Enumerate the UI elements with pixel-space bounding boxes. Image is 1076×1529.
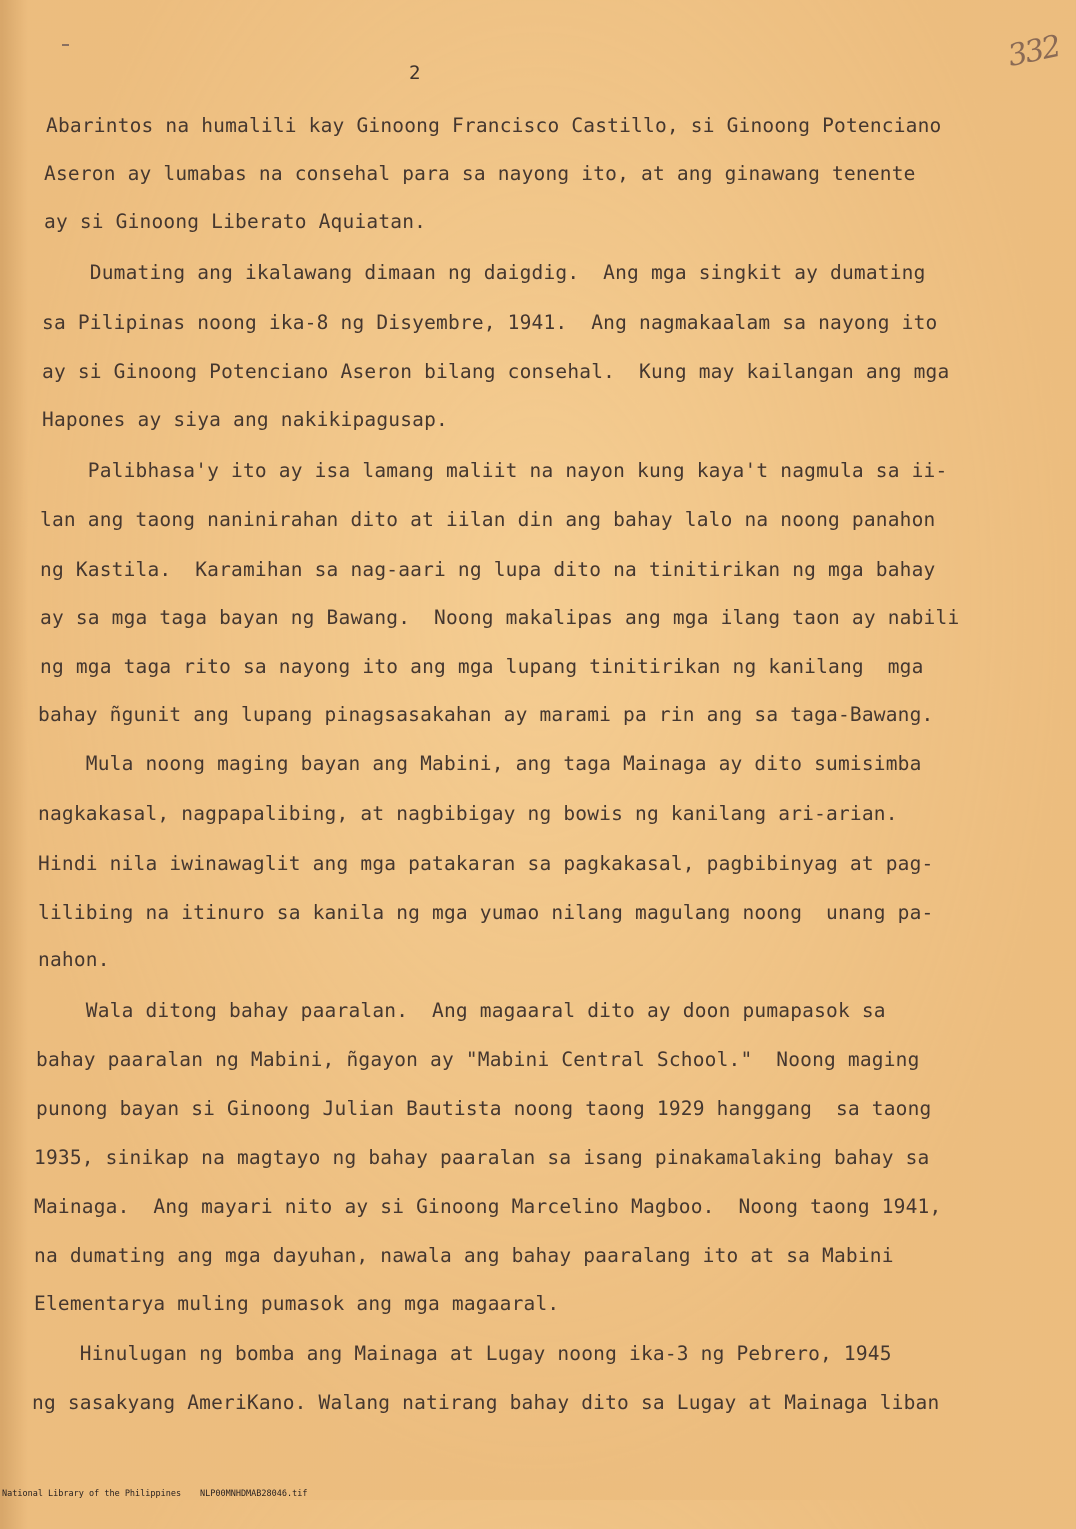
text-line: nahon. xyxy=(38,948,110,971)
footer-filename: NLP00MNHDMAB28046.tif xyxy=(200,1489,308,1499)
text-line: bahay ñgunit ang lupang pinagsasakahan ay marami pa rin ang sa taga-Bawang. xyxy=(38,703,934,726)
text-line: Aseron ay lumabas na consehal para sa nayong ito, at ang ginawang tenente xyxy=(44,162,916,185)
text-line: Dumating ang ikalawang dimaan ng daigdig. Ang mga singkit ay dumating xyxy=(42,261,926,284)
text-line: ng Kastila. Karamihan sa nag-aari ng lupa dito na tinitirikan ng mga bahay xyxy=(40,558,936,581)
text-line: Hinulugan ng bomba ang Mainaga at Lugay noong ika-3 ng Pebrero, 1945 xyxy=(32,1342,892,1365)
text-line: ay si Ginoong Liberato Aquiatan. xyxy=(44,210,427,233)
text-line: Abarintos na humalili kay Ginoong Francisco Castillo, si Ginoong Potenciano xyxy=(46,114,942,137)
archive-number: 332 xyxy=(1004,29,1063,74)
text-line: Mainaga. Ang mayari nito ay si Ginoong Marcelino Magboo. Noong taong 1941, xyxy=(34,1195,942,1218)
text-line: ay sa mga taga bayan ng Bawang. Noong makalipas ang mga ilang taon ay nabili xyxy=(40,606,960,629)
corner-mark xyxy=(62,44,69,46)
text-line: ng sasakyang AmeriKano. Walang natirang bahay dito sa Lugay at Mainaga liban xyxy=(32,1391,940,1414)
text-line: punong bayan si Ginoong Julian Bautista noong taong 1929 hanggang sa taong xyxy=(36,1097,932,1120)
text-line: lilibing na itinuro sa kanila ng mga yumao nilang magulang noong unang pa- xyxy=(38,901,934,924)
text-line: bahay paaralan ng Mabini, ñgayon ay "Mabini Central School." Noong maging xyxy=(36,1048,920,1071)
scan-footer xyxy=(0,1489,1076,1500)
text-line: sa Pilipinas noong ika-8 ng Disyembre, 1941. Ang nagmakaalam sa nayong ito xyxy=(42,311,938,334)
text-line: ng mga taga rito sa nayong ito ang mga lupang tinitirikan ng kanilang mga xyxy=(40,655,924,678)
text-line: nagkakasal, nagpapalibing, at nagbibigay ng bowis ng kanilang ari-arian. xyxy=(38,802,898,825)
text-line: Hapones ay siya ang nakikipagusap. xyxy=(42,408,448,431)
text-line: lan ang taong naninirahan dito at iilan din ang bahay lalo na noong panahon xyxy=(40,508,936,531)
text-line: 1935, sinikap na magtayo ng bahay paaralan sa isang pinakamalaking bahay sa xyxy=(34,1146,930,1169)
text-line: Elementarya muling pumasok ang mga magaaral. xyxy=(34,1292,560,1315)
text-line: Hindi nila iwinawaglit ang mga patakaran sa pagkakasal, pagbibinyag at pag- xyxy=(38,852,934,875)
footer-library: National Library of the Philippines xyxy=(2,1489,182,1499)
text-line: ay si Ginoong Potenciano Aseron bilang consehal. Kung may kailangan ang mga xyxy=(42,360,950,383)
text-line: Mula noong maging bayan ang Mabini, ang taga Mainaga ay dito sumisimba xyxy=(38,752,922,775)
text-line: Wala ditong bahay paaralan. Ang magaaral dito ay doon pumapasok sa xyxy=(38,999,886,1022)
text-line: Palibhasa'y ito ay isa lamang maliit na nayon kung kaya't nagmula sa ii- xyxy=(40,459,948,482)
page-number: 2 xyxy=(409,62,421,84)
text-line: na dumating ang mga dayuhan, nawala ang bahay paaralang ito at sa Mabini xyxy=(34,1244,894,1267)
